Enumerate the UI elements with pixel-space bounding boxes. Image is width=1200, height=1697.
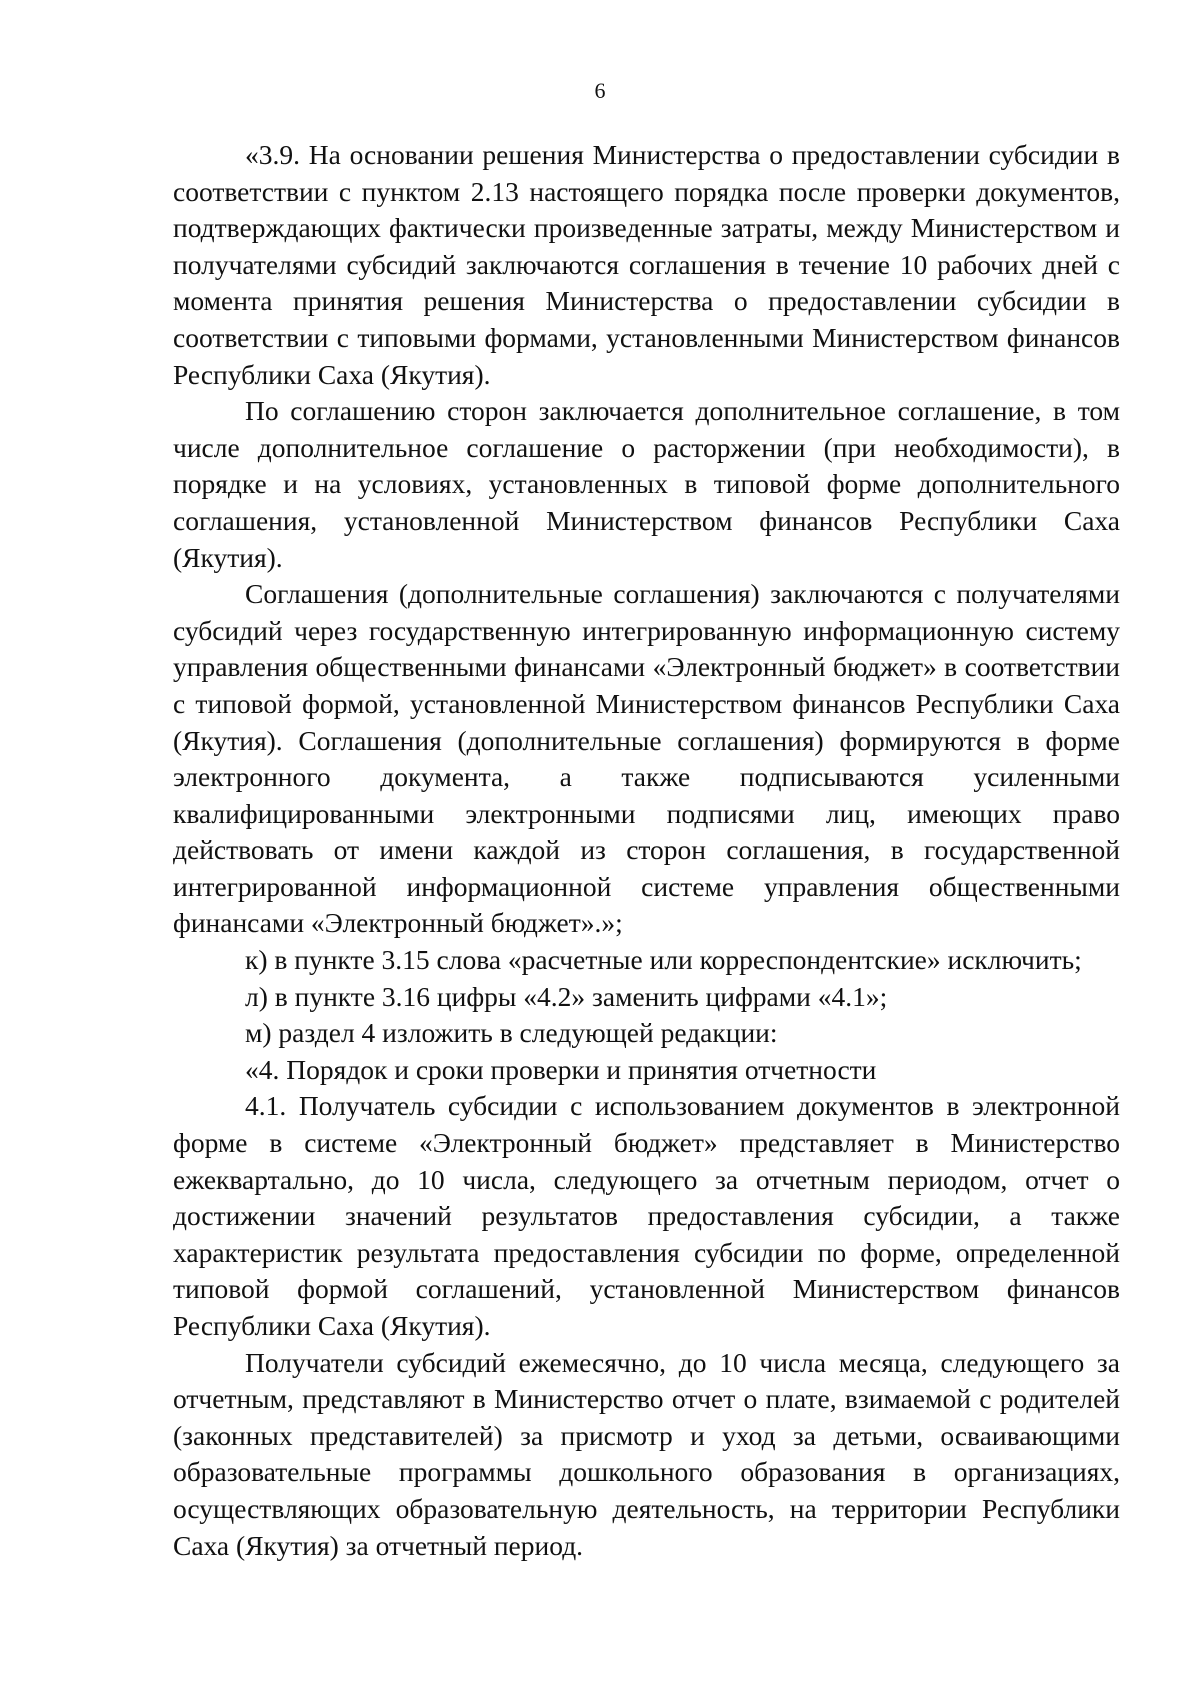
amendment-item-m: м) раздел 4 изложить в следующей редакции: xyxy=(245,1017,778,1049)
section-4-heading: «4. Порядок и сроки проверки и принятия отчетности xyxy=(245,1053,877,1085)
page-number: 6 xyxy=(594,78,606,103)
paragraph-monthly-report: Получатели субсидий ежемесячно, до 10 числа месяца, следующего за отчетным, представляют в Министерство отчет о плате, взимаемой с родителей (законных представителей) за присмотр и уход за детьми, осваивающими образовательные программы дошкольного образования в организациях, осуществляющих образовательную деятельность, на территории Республики Саха (Якутия) за отчетный период. xyxy=(173,1346,1120,1561)
paragraph-additional-agreement: По соглашению сторон заключается дополнительное соглашение, в том числе дополнительное соглашение о расторжении (при необходимости), в порядке и на условиях, установленных в типовой форме дополнительного соглашения, установленной Министерством финансов Республики Саха (Якутия). xyxy=(173,395,1120,573)
amendment-item-l: л) в пункте 3.16 цифры «4.2» заменить цифрами «4.1»; xyxy=(245,980,888,1012)
paragraph-4-1: 4.1. Получатель субсидии с использованием документов в электронной форме в системе «Электронный бюджет» представляет в Министерство ежеквартально, до 10 числа, следующего за отчетным периодом, отчет о достижении значений результатов предоставления субсидии, а также характеристик результата предоставления субсидии по форме, определенной типовой формой соглашений, установленной Министерством финансов Республики Саха (Якутия). xyxy=(173,1090,1120,1341)
paragraph-electronic-budget: Соглашения (дополнительные соглашения) заключаются с получателями субсидий через государственную интегрированную информационную систему управления общественными финансами «Электронный бюджет» в соответствии с типовой формой, установленной Министерством финансов Республики Саха (Якутия). Соглашения (дополнительные соглашения) формируются в форме электронного документа, а также подписываются усиленными квалифицированными электронными подписями лиц, имеющих право действовать от имени каждой из сторон соглашения, в государственной интегрированной информационной системе управления общественными финансами «Электронный бюджет».»; xyxy=(173,578,1120,939)
amendment-item-k: к) в пункте 3.15 слова «расчетные или корреспондентские» исключить; xyxy=(245,944,1082,976)
paragraph-3-9: «3.9. На основании решения Министерства о предоставлении субсидии в соответствии с пунктом 2.13 настоящего порядка после проверки документов, подтверждающих фактически произведенные затраты, между Министерством и получателями субсидий заключаются соглашения в течение 10 рабочих дней с момента принятия решения Министерства о предоставлении субсидии в соответствии с типовыми формами, установленными Министерством финансов Республики Саха (Якутия). xyxy=(173,139,1120,390)
document-body xyxy=(173,137,1120,1564)
